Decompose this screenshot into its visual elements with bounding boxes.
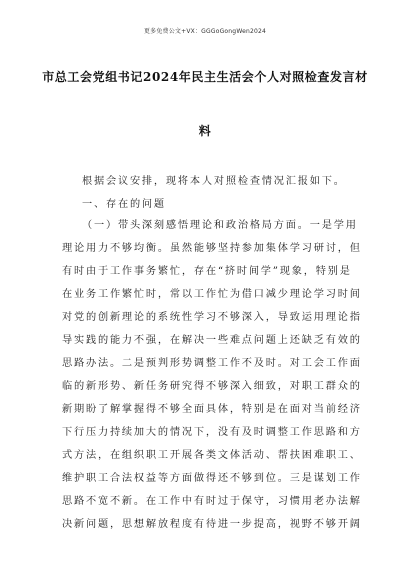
body-line: 临的新形势、新任务研究得不够深入细致，对职工群众的 xyxy=(62,381,362,392)
document-title-line-2: 料 xyxy=(198,124,212,138)
body-line: 在业务工作繁忙时，常以工作忙为借口减少理论学习时间 xyxy=(62,289,362,300)
intro-paragraph: 根据会议安排，现将本人对照检查情况汇报如下。 xyxy=(82,176,346,187)
body-line: 思路不宽不新。在工作中有时过于保守，习惯用老办法解 xyxy=(62,496,362,507)
body-line: 有时由于工作事务繁忙，存在“挤时间学”现象，特别是 xyxy=(62,266,352,277)
body-line: 理论用力不够均衡。虽然能够坚持参加集体学习研讨，但 xyxy=(62,243,362,254)
body-line: 维护职工合法权益等方面做得还不够到位。三是谋划工作 xyxy=(62,473,362,484)
body-line: 思路办法。二是预判形势调整工作不及时。对工会工作面 xyxy=(62,358,362,369)
document-title-line-1: 市总工会党组书记2024年民主生活会个人对照检查发言材 xyxy=(42,70,368,84)
header-watermark: 更多免费公文+VX：GGGoGongWen2024 xyxy=(143,28,267,35)
body-line: 新期盼了解掌握得不够全面具体，特别是在面对当前经济 xyxy=(62,404,362,415)
body-line: 决新问题，思想解放程度有待进一步提高，视野不够开阔 xyxy=(62,519,362,530)
body-line: 式方法，在组织职工开展各类文体活动、帮扶困难职工、 xyxy=(62,450,362,461)
body-line: 对党的创新理论的系统性学习不够深入，导致运用理论指 xyxy=(62,312,362,323)
body-line: 导实践的能力不强，在解决一些难点问题上还缺乏有效的 xyxy=(62,335,362,346)
section-heading: 一、存在的问题 xyxy=(82,199,166,210)
body-line: 下行压力持续加大的情况下，没有及时调整工作思路和方 xyxy=(62,427,362,438)
body-line: （一）带头深刻感悟理论和政治格局方面。一是学用 xyxy=(82,220,358,231)
